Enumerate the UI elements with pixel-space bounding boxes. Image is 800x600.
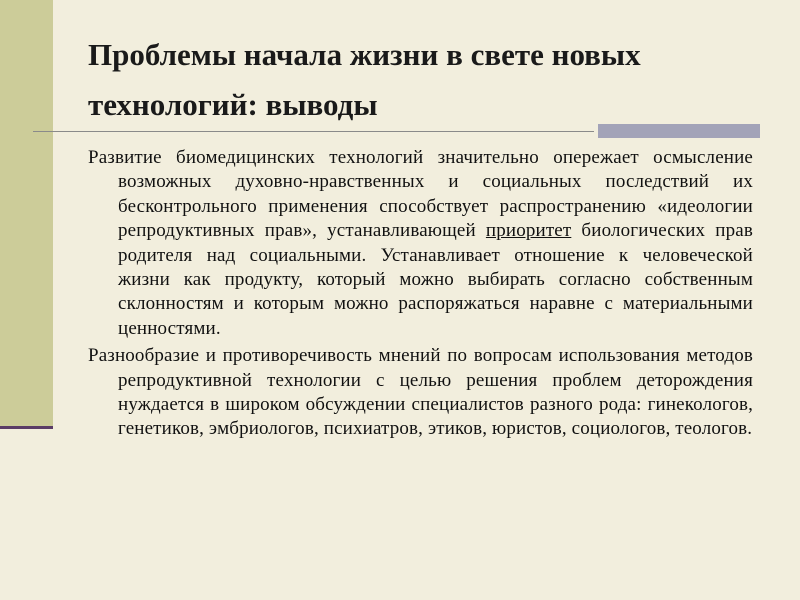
paragraph-1-before: Развитие биомедицинских технологий значительно опережает осмысление возможных духовно-нравственных и социальных последствий их бесконтрольного применения способствует распространению «идеологии репродуктивных прав», устанавливающей: [88, 147, 753, 242]
side-decoration-bar: [0, 0, 53, 427]
paragraph-1-underlined: приоритет: [485, 220, 572, 242]
slide-title: [88, 30, 768, 130]
title-line-2: технологий: выводы: [88, 87, 378, 122]
paragraph-1-after: биологических прав родителя над социальными. Устанавливает отношение к человеческой жизни как продукту, который можно выбирать согласно собственным склонностям и которым можно распоряжаться наравне с материальными ценностями.: [118, 220, 753, 339]
side-decoration-line: [0, 426, 53, 429]
paragraph-2: Разнообразие и противоречивость мнений по вопросам использования методов репродуктивной технологии с целью решения проблем деторождения нуждается в широком обсуждении специалистов разного рода: гинекологов, генетиков, эмбриологов, психиатров, этиков, юристов, социологов, теологов.: [88, 345, 753, 440]
title-line-1: Проблемы начала жизни в свете новых: [88, 37, 641, 72]
title-accent-block: [598, 124, 760, 138]
paragraph-1: [88, 146, 753, 341]
title-divider: [33, 131, 594, 132]
slide-body: [88, 146, 753, 445]
